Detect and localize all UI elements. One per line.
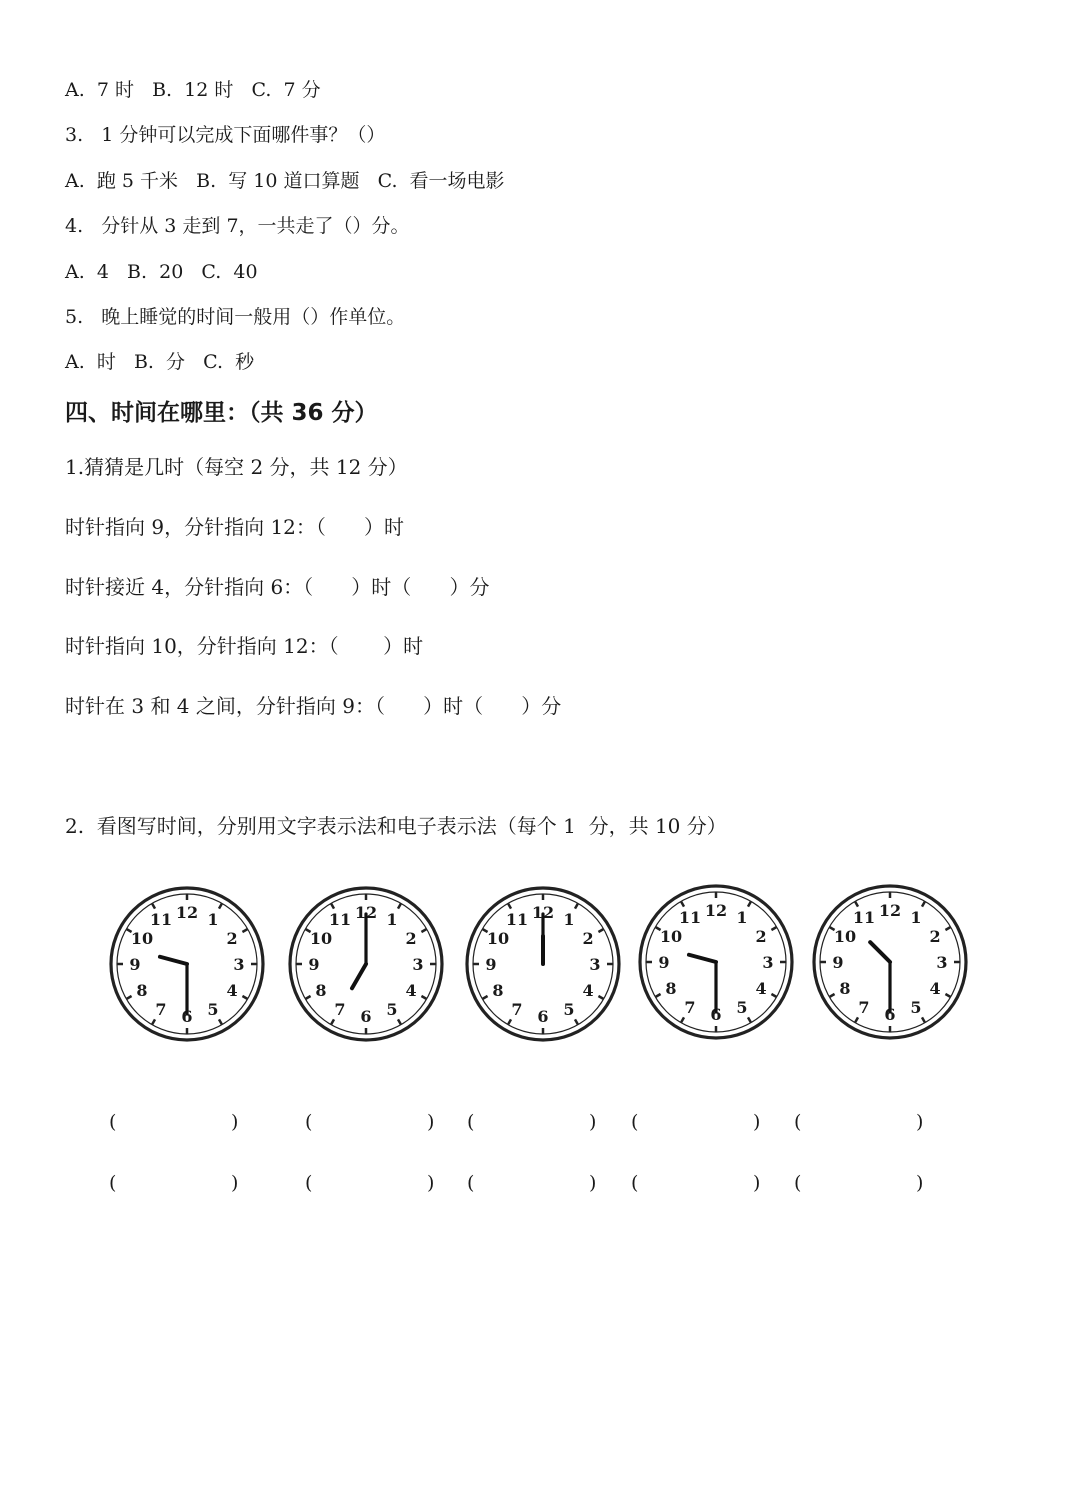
hour-tick	[242, 929, 247, 932]
clock-numeral: 4	[929, 979, 941, 998]
clock-numeral: 8	[136, 981, 148, 1000]
clock-numeral: 1	[207, 909, 219, 929]
blank-open[interactable]: (	[467, 1172, 475, 1194]
q3-options: A. 跑 5 千米 B. 写 10 道口算题 C. 看一场电影	[65, 170, 505, 192]
hour-tick	[219, 903, 222, 908]
blank-close: )	[916, 1172, 924, 1194]
hour-tick	[421, 996, 426, 999]
hour-tick	[771, 994, 776, 997]
hour-tick	[508, 1019, 511, 1024]
clock-numeral: 12	[175, 903, 199, 922]
clock-numeral: 10	[309, 929, 333, 948]
blank-open[interactable]: (	[305, 1172, 313, 1194]
clock-numeral: 2	[755, 927, 767, 946]
clock-numeral: 5	[386, 1000, 398, 1020]
clock-5	[810, 882, 970, 1042]
hour-tick	[655, 994, 660, 997]
blank-close: )	[753, 1111, 761, 1133]
blank-open[interactable]: (	[631, 1172, 639, 1194]
clock-numeral: 5	[563, 1000, 575, 1020]
clock-numeral: 11	[852, 907, 876, 927]
clock-numeral: 3	[412, 955, 424, 974]
hour-tick	[945, 994, 950, 997]
clock-numeral: 5	[207, 1000, 219, 1020]
hour-tick	[482, 996, 487, 999]
question-1-line-4: 时针在 3 和 4 之间，分针指向 9：（ ）时（ ）分	[65, 694, 562, 718]
hour-hand	[352, 964, 366, 988]
clock-numeral: 6	[360, 1007, 372, 1026]
clock-numeral: 2	[582, 929, 594, 948]
clock-numeral: 6	[884, 1005, 896, 1024]
clock-numeral: 2	[226, 929, 238, 948]
q5-question: 5. 晚上睡觉的时间一般用（）作单位。	[65, 306, 406, 328]
clock-numeral: 10	[130, 929, 154, 948]
clock-numeral: 8	[315, 981, 327, 1000]
hour-tick	[508, 903, 511, 908]
hour-tick	[398, 1019, 401, 1024]
clock-numeral: 6	[181, 1007, 193, 1026]
hour-tick	[126, 996, 131, 999]
clock-numeral: 9	[832, 953, 844, 972]
clock-numeral: 3	[936, 953, 948, 972]
question-1-line-3: 时针指向 10，分针指向 12：（ ）时	[65, 634, 424, 658]
hour-tick	[855, 901, 858, 906]
clock-numeral: 12	[354, 903, 378, 922]
question-1-title: 1.猜猜是几时（每空 2 分，共 12 分）	[65, 455, 408, 479]
clock-numeral: 11	[678, 907, 702, 927]
clock-numeral: 1	[563, 909, 575, 929]
clock-numeral: 6	[537, 1007, 549, 1026]
hour-hand	[689, 955, 716, 962]
question-1-line-2: 时针接近 4，分针指向 6：（ ）时（ ）分	[65, 575, 490, 599]
blank-close: )	[231, 1172, 239, 1194]
clock-numeral: 1	[386, 909, 398, 929]
clock-numeral: 10	[833, 927, 857, 946]
clock-numeral: 4	[226, 981, 238, 1000]
hour-tick	[398, 903, 401, 908]
hour-tick	[681, 1017, 684, 1022]
clock-numeral: 4	[582, 981, 594, 1000]
hour-tick	[331, 903, 334, 908]
answer-row-1	[0, 1113, 1080, 1143]
hour-hand	[870, 942, 890, 962]
hour-tick	[219, 1019, 222, 1024]
clock-numeral: 8	[839, 979, 851, 998]
clock-numeral: 11	[149, 909, 173, 929]
hour-tick	[598, 929, 603, 932]
hour-tick	[242, 996, 247, 999]
blank-close: )	[589, 1172, 597, 1194]
clock-numeral: 7	[858, 998, 870, 1018]
clock-numeral: 9	[129, 955, 141, 974]
blank-open[interactable]: (	[467, 1111, 475, 1133]
blank-close: )	[427, 1111, 435, 1133]
clock-numeral: 7	[155, 1000, 167, 1020]
hour-tick	[331, 1019, 334, 1024]
hour-tick	[681, 901, 684, 906]
clock-numeral: 3	[762, 953, 774, 972]
clock-numeral: 5	[736, 998, 748, 1018]
clock-4	[636, 882, 796, 1042]
clock-numeral: 11	[328, 909, 352, 929]
clock-numeral: 8	[665, 979, 677, 998]
hour-tick	[922, 901, 925, 906]
clock-2	[286, 884, 446, 1044]
hour-tick	[771, 927, 776, 930]
q4-question: 4. 分针从 3 走到 7，一共走了（）分。	[65, 215, 410, 237]
clock-numeral: 12	[531, 903, 555, 922]
blank-close: )	[753, 1172, 761, 1194]
clock-numeral: 3	[233, 955, 245, 974]
hour-tick	[922, 1017, 925, 1022]
clock-numeral: 12	[704, 901, 728, 920]
q5-options: A. 时 B. 分 C. 秒	[65, 351, 255, 373]
blank-open[interactable]: (	[305, 1111, 313, 1133]
clock-numeral: 2	[929, 927, 941, 946]
clock-numeral: 7	[511, 1000, 523, 1020]
clock-numeral: 6	[710, 1005, 722, 1024]
clock-3	[463, 884, 623, 1044]
clock-numeral: 7	[334, 1000, 346, 1020]
hour-hand	[160, 957, 187, 964]
clock-numeral: 1	[910, 907, 922, 927]
clock-numeral: 9	[308, 955, 320, 974]
clock-numeral: 9	[485, 955, 497, 974]
answer-row-2	[0, 1174, 1080, 1204]
q4-options: A. 4 B. 20 C. 40	[65, 261, 258, 283]
clock-1	[107, 884, 267, 1044]
hour-tick	[748, 1017, 751, 1022]
hour-tick	[829, 994, 834, 997]
q2-options: A. 7 时 B. 12 时 C. 7 分	[65, 79, 321, 101]
blank-open[interactable]: (	[631, 1111, 639, 1133]
blank-open[interactable]: (	[794, 1172, 802, 1194]
hour-tick	[575, 903, 578, 908]
hour-tick	[152, 1019, 155, 1024]
blank-close: )	[231, 1111, 239, 1133]
hour-tick	[598, 996, 603, 999]
hour-tick	[152, 903, 155, 908]
clock-numeral: 10	[486, 929, 510, 948]
hour-tick	[855, 1017, 858, 1022]
section-heading: 四、时间在哪里：（共 36 分）	[65, 400, 378, 426]
clock-numeral: 2	[405, 929, 417, 948]
blank-close: )	[427, 1172, 435, 1194]
clock-numeral: 4	[755, 979, 767, 998]
clock-numeral: 4	[405, 981, 417, 1000]
hour-tick	[748, 901, 751, 906]
clock-numeral: 10	[659, 927, 683, 946]
blank-close: )	[589, 1111, 597, 1133]
hour-tick	[575, 1019, 578, 1024]
clock-numeral: 12	[878, 901, 902, 920]
clock-numeral: 7	[684, 998, 696, 1018]
blank-open[interactable]: (	[109, 1111, 117, 1133]
question-2-title: 2. 看图写时间，分别用文字表示法和电子表示法（每个 1 分，共 10 分）	[65, 814, 727, 838]
clock-numeral: 11	[505, 909, 529, 929]
question-1-line-1: 时针指向 9，分针指向 12：（ ）时	[65, 515, 405, 539]
blank-close: )	[916, 1111, 924, 1133]
clock-numeral: 1	[736, 907, 748, 927]
q3-question: 3. 1 分钟可以完成下面哪件事？（）	[65, 124, 386, 146]
hour-tick	[421, 929, 426, 932]
clock-numeral: 3	[589, 955, 601, 974]
hour-tick	[305, 996, 310, 999]
blank-open[interactable]: (	[109, 1172, 117, 1194]
clock-numeral: 5	[910, 998, 922, 1018]
blank-open[interactable]: (	[794, 1111, 802, 1133]
clock-numeral: 9	[658, 953, 670, 972]
hour-tick	[945, 927, 950, 930]
clock-numeral: 8	[492, 981, 504, 1000]
